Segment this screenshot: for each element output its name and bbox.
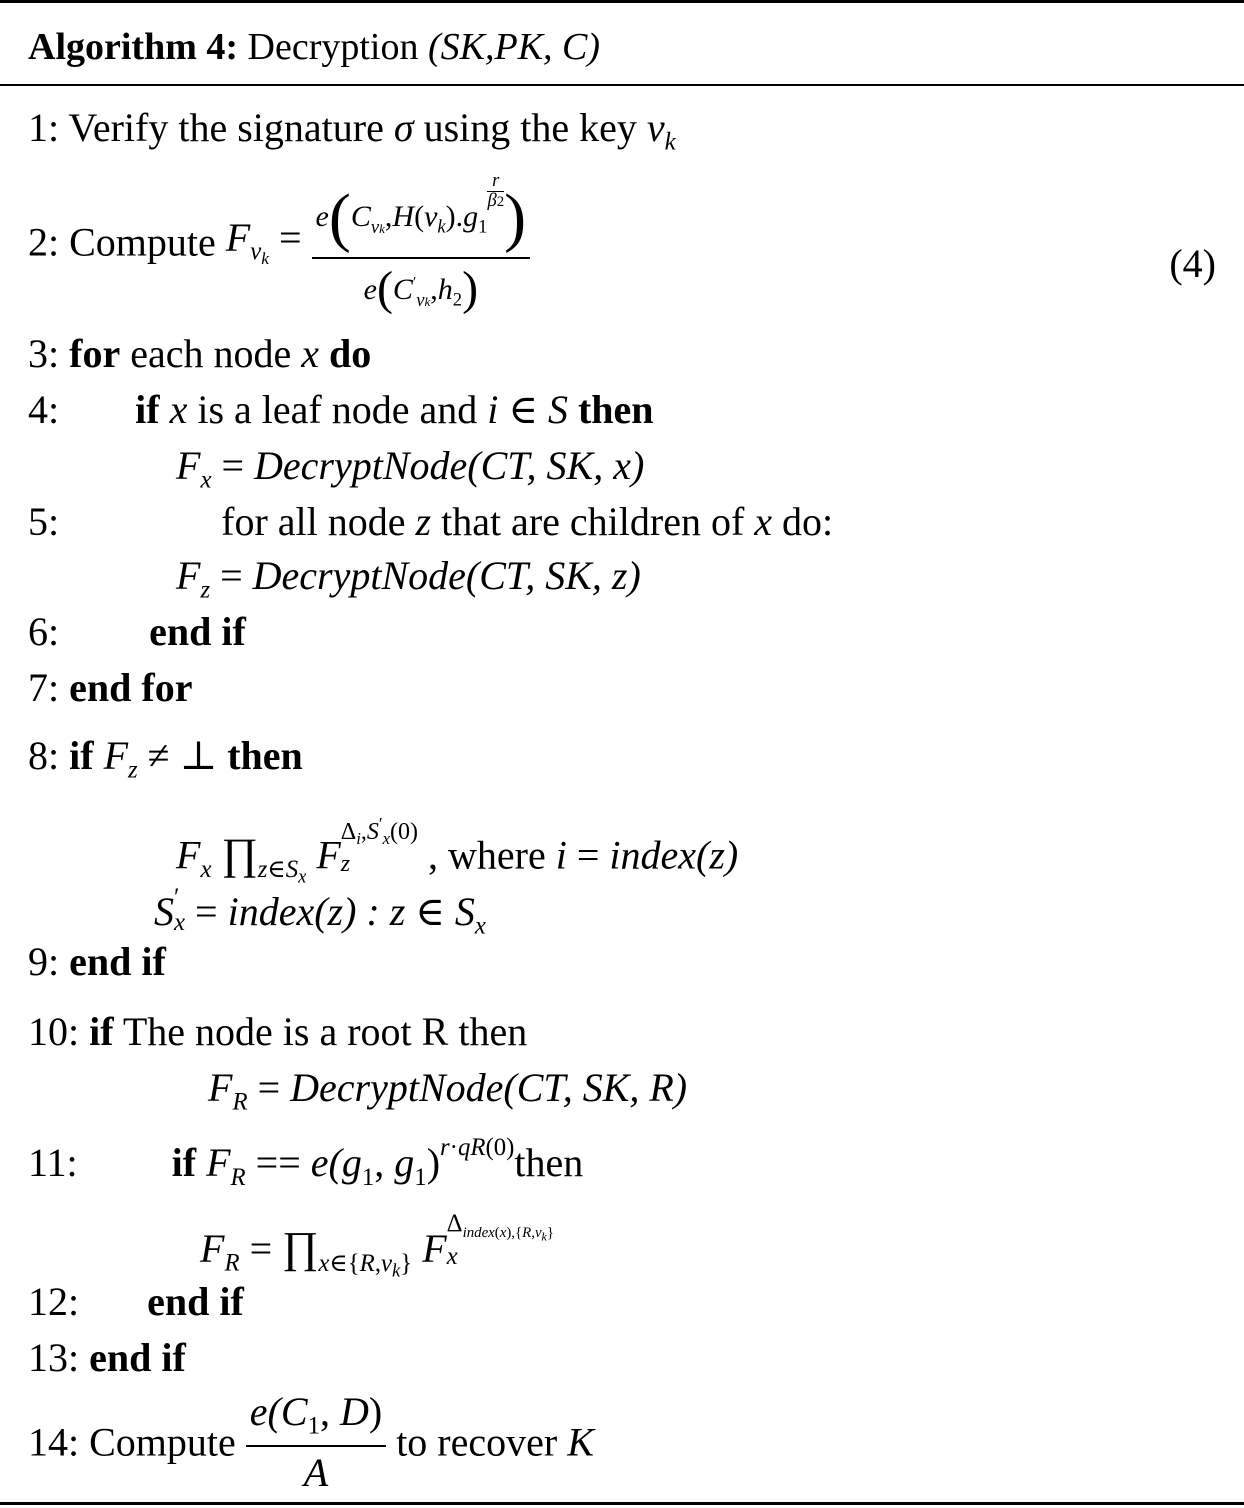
step-8-product: $F_x$ $\prod_{z\in S_x}$ F $\Delta_i,S'_x(0)$ z , where i = index(z) bbox=[176, 814, 739, 888]
formula-fraction bbox=[312, 170, 531, 316]
step-number: 10: bbox=[28, 1009, 80, 1054]
equals-sign: = bbox=[257, 1065, 281, 1110]
keyword: if bbox=[135, 387, 160, 432]
step-6 bbox=[28, 609, 246, 654]
step-text: do: bbox=[782, 499, 834, 544]
equation-number: (4) bbox=[1169, 241, 1216, 286]
math-subscript: x bbox=[200, 466, 212, 494]
step-5-formula bbox=[176, 553, 641, 604]
numerator-expr: e(C bbox=[249, 1389, 308, 1434]
bottom-symbol: ⊥ bbox=[179, 733, 218, 778]
step-text: Compute bbox=[69, 219, 216, 265]
step-text: for all node bbox=[221, 499, 406, 544]
element-of-symbol: ∈ bbox=[508, 387, 538, 432]
keyword: end if bbox=[147, 1279, 244, 1324]
keyword: for bbox=[69, 331, 121, 376]
formula-rhs: index(z) bbox=[609, 832, 739, 878]
step-number: 14: bbox=[28, 1419, 80, 1465]
equals-sign: = bbox=[195, 888, 218, 934]
math-subscript: R bbox=[232, 1088, 248, 1116]
formula-lhs: $F_{v_k}$ = bbox=[225, 214, 302, 269]
math-var: F bbox=[208, 1065, 233, 1110]
fraction-numerator: $e(C_{vk},H(v_k).g_1$ $\frac{r}{\beta 2}$ ) bbox=[312, 172, 531, 259]
math-var: S bbox=[154, 888, 174, 934]
keyword: then bbox=[227, 733, 303, 778]
bottom-rule bbox=[0, 1502, 1244, 1505]
math-var: K bbox=[567, 1419, 594, 1465]
step-10 bbox=[28, 1009, 528, 1054]
step-text: then bbox=[514, 1140, 584, 1186]
algorithm-params: (SK,PK, C) bbox=[427, 26, 601, 68]
step-text: that are children of bbox=[441, 499, 745, 544]
step-12 bbox=[28, 1279, 244, 1324]
math-subscript: z bbox=[200, 576, 211, 604]
step-11-product: $F_R$ = $\prod_{x\in\{R,v_k\}}$ F $\Delta_{index(x),\{R,v_k\}}$ x bbox=[200, 1210, 554, 1282]
step-number: 5: bbox=[28, 499, 60, 544]
keyword: end for bbox=[69, 665, 193, 710]
algorithm-header bbox=[28, 28, 600, 66]
step-1 bbox=[28, 105, 676, 156]
step-14 bbox=[28, 1389, 594, 1496]
math-var: F bbox=[176, 443, 201, 488]
header-rule bbox=[0, 84, 1244, 86]
sigma-symbol: σ bbox=[393, 105, 414, 150]
step-8 bbox=[28, 733, 303, 784]
algorithm-label: Algorithm 4: bbox=[28, 26, 239, 68]
formula-rhs: index(z) : z ∈ S bbox=[227, 888, 475, 934]
math-subscript: z bbox=[128, 756, 138, 784]
step-2 bbox=[28, 170, 530, 316]
keyword: if bbox=[89, 1009, 114, 1054]
step-11: 11: if $F_R == e(g_1$, $g_1)^{r\cdot qR(0)}then$ bbox=[28, 1134, 584, 1191]
step-13 bbox=[28, 1335, 186, 1380]
math-subscript: k bbox=[664, 128, 676, 156]
step-number: 11: bbox=[28, 1140, 78, 1186]
step-number: 12: bbox=[28, 1279, 80, 1324]
keyword: end if bbox=[89, 1335, 186, 1380]
math-var: S bbox=[547, 387, 568, 432]
math-var: v bbox=[646, 105, 665, 150]
step-7 bbox=[28, 665, 193, 710]
formula-rhs: DecryptNode(CT, SK, x) bbox=[254, 443, 645, 488]
algorithm-title: Decryption bbox=[247, 26, 419, 68]
step-3 bbox=[28, 331, 372, 376]
step-9 bbox=[28, 939, 166, 984]
math-var: F bbox=[103, 733, 128, 778]
step-10-formula bbox=[208, 1065, 688, 1116]
denominator-expr: A bbox=[303, 1450, 329, 1496]
fraction-denominator: $e(C'_{vk},h_2)$ bbox=[363, 262, 479, 316]
keyword: do bbox=[328, 331, 372, 376]
math-var: x bbox=[754, 499, 773, 544]
step-text: The node is a root R then bbox=[122, 1009, 528, 1054]
step-number: 3: bbox=[28, 331, 60, 376]
step-4 bbox=[28, 387, 654, 432]
step-number: 8: bbox=[28, 733, 60, 778]
step-text: , where bbox=[428, 832, 546, 878]
step-text: using the key bbox=[423, 105, 637, 150]
math-var: i bbox=[487, 387, 499, 432]
keyword: if bbox=[171, 1140, 197, 1186]
top-rule bbox=[0, 0, 1244, 3]
step-number: 7: bbox=[28, 665, 60, 710]
equals-sign: = bbox=[576, 832, 600, 878]
step-number: 2: bbox=[28, 219, 60, 265]
math-var: F bbox=[206, 1140, 231, 1186]
fraction-denominator bbox=[246, 1447, 386, 1496]
step-number: 4: bbox=[28, 387, 60, 432]
fraction-numerator: $e(C_1$, D) bbox=[246, 1392, 386, 1447]
math-var: x bbox=[301, 331, 319, 376]
step-text: is a leaf node and bbox=[197, 387, 478, 432]
math-var: x bbox=[169, 387, 188, 432]
math-subscript: R bbox=[230, 1163, 246, 1191]
step-number: 13: bbox=[28, 1335, 80, 1380]
step-number: 6: bbox=[28, 609, 60, 654]
formula-fraction bbox=[246, 1389, 386, 1496]
math-var: i bbox=[555, 832, 567, 878]
not-equal-symbol: ≠ bbox=[147, 733, 170, 778]
step-text: Verify the signature bbox=[68, 105, 384, 150]
step-text: each node bbox=[130, 331, 292, 376]
formula-rhs: e(g bbox=[310, 1140, 362, 1186]
step-8-set: S ′ x = index(z) : z ∈ $S_x$ bbox=[154, 884, 486, 940]
equals-sign: = bbox=[220, 553, 243, 598]
double-equals: == bbox=[255, 1140, 301, 1186]
keyword: end if bbox=[69, 939, 166, 984]
math-var: F bbox=[176, 553, 201, 598]
keyword: then bbox=[577, 387, 654, 432]
step-5 bbox=[28, 499, 834, 544]
equals-sign: = bbox=[221, 443, 245, 488]
step-number: 1: bbox=[28, 105, 60, 150]
step-text: Compute bbox=[89, 1419, 236, 1465]
step-number: 9: bbox=[28, 939, 60, 984]
keyword: if bbox=[69, 733, 94, 778]
formula-rhs: DecryptNode(CT, SK, R) bbox=[290, 1065, 688, 1110]
keyword: end if bbox=[149, 609, 246, 654]
step-text: to recover bbox=[396, 1419, 558, 1465]
step-4-formula bbox=[176, 443, 645, 494]
formula-rhs: DecryptNode(CT, SK, z) bbox=[252, 553, 641, 598]
math-var: z bbox=[415, 499, 432, 544]
